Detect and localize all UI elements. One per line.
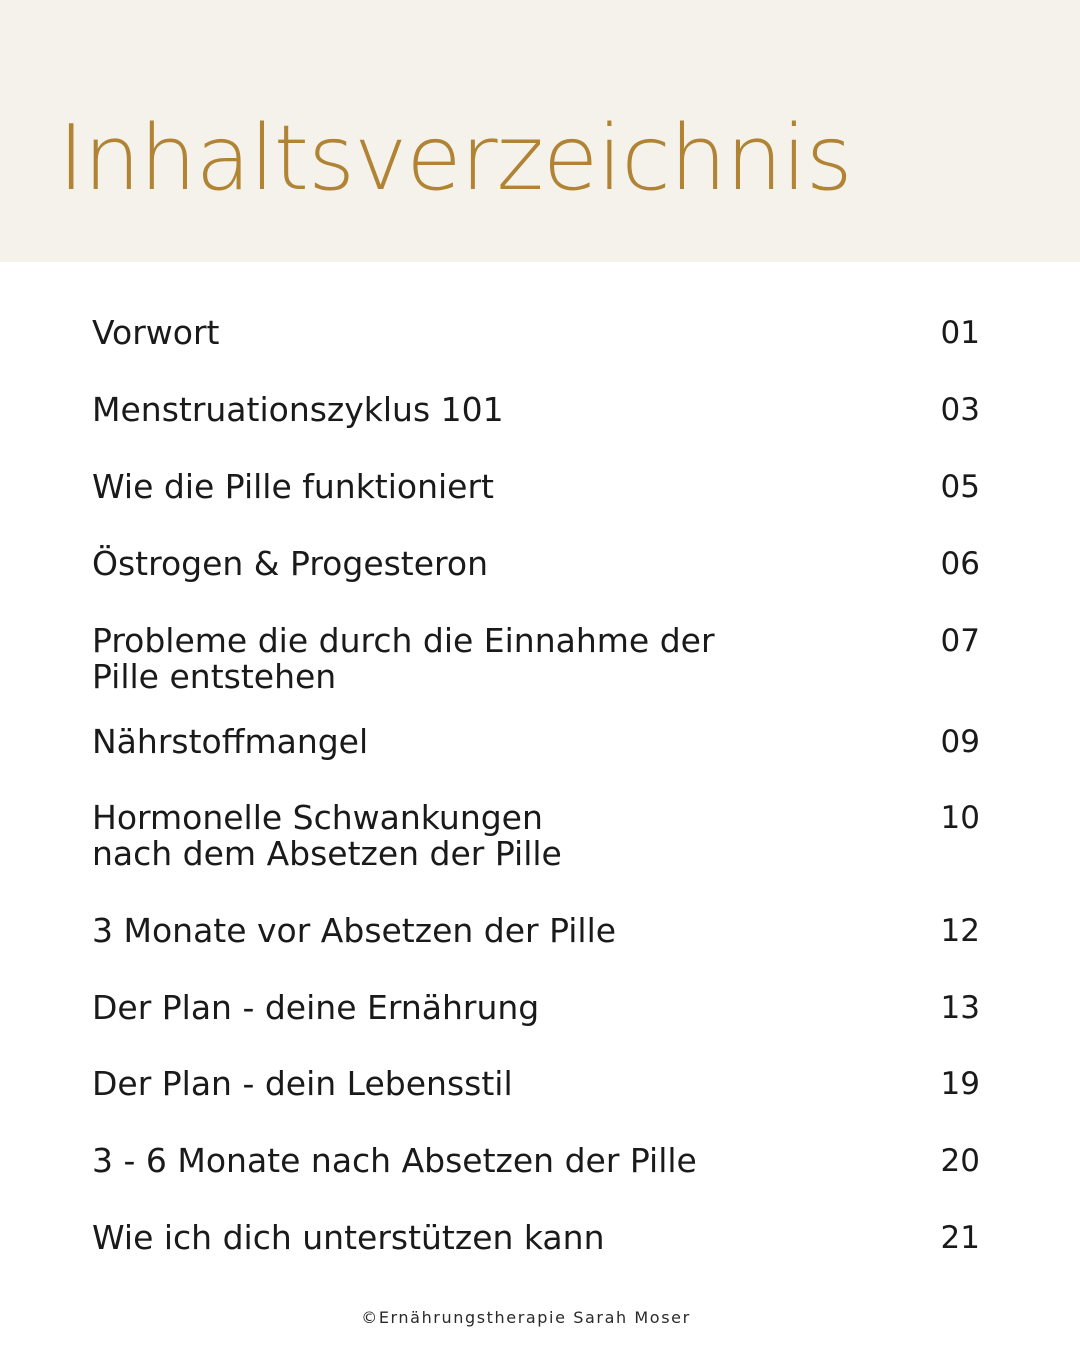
- toc-entry-title: Östrogen & Progesteron: [92, 544, 488, 583]
- toc-entry-page: 06: [940, 546, 980, 582]
- toc-entry-page: 01: [940, 315, 980, 351]
- toc-entry-page: 09: [940, 724, 980, 760]
- copyright-footer: ©Ernährungstherapie Sarah Moser: [361, 1308, 691, 1327]
- table-of-contents: [92, 0, 982, 1350]
- toc-entry-title: Vorwort: [92, 313, 220, 352]
- toc-entry-page: 21: [940, 1220, 980, 1256]
- toc-entry-title: Menstruationszyklus 101: [92, 390, 504, 429]
- toc-entry-page: 05: [940, 469, 980, 505]
- toc-entry-page: 10: [940, 800, 980, 836]
- toc-entry-title: Wie ich dich unterstützen kann: [92, 1218, 605, 1257]
- toc-entry-title: Nährstoffmangel: [92, 722, 369, 761]
- toc-entry-page: 03: [940, 392, 980, 428]
- toc-entry-page: 07: [940, 623, 980, 659]
- toc-entry-title: 3 Monate vor Absetzen der Pille: [92, 911, 617, 950]
- toc-entry-title: Hormonelle Schwankungen nach dem Absetzen der Pille: [92, 798, 562, 873]
- toc-entry-page: 13: [940, 990, 980, 1026]
- page-title: Inhaltsverzeichnis: [58, 106, 852, 211]
- toc-entry-title: Der Plan - dein Lebensstil: [92, 1064, 513, 1103]
- toc-entry-page: 19: [940, 1066, 980, 1102]
- toc-entry-title: 3 - 6 Monate nach Absetzen der Pille: [92, 1141, 697, 1180]
- toc-entry-page: 20: [940, 1143, 980, 1179]
- toc-entry-page: 12: [940, 913, 980, 949]
- toc-entry-title: Der Plan - deine Ernährung: [92, 988, 540, 1027]
- toc-entry-title: Wie die Pille funktioniert: [92, 467, 494, 506]
- toc-entry-title: Probleme die durch die Einnahme der Pille entstehen: [92, 621, 715, 696]
